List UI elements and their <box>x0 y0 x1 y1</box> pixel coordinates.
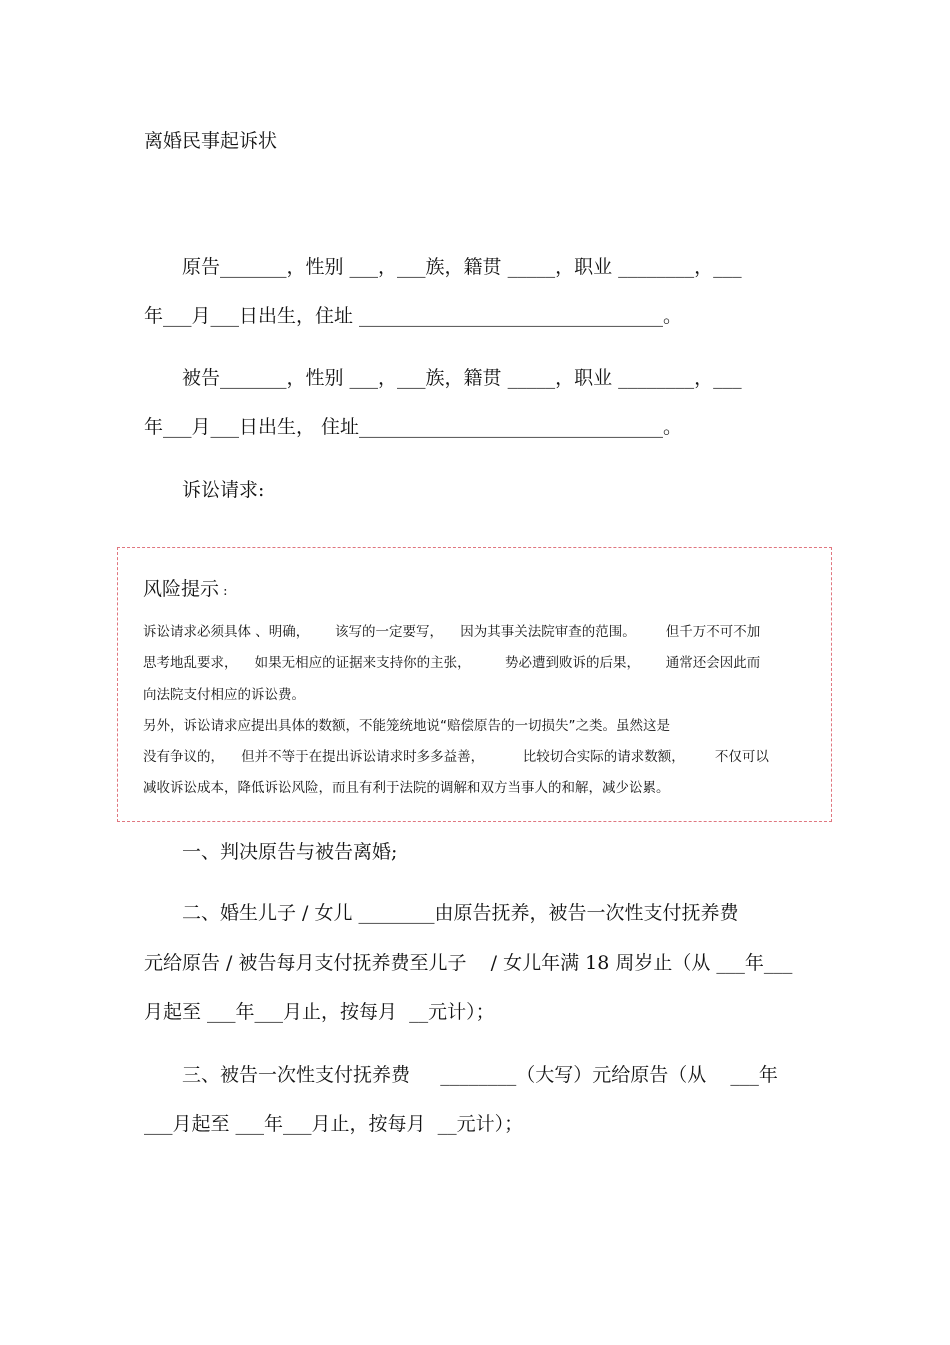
risk-notice-line: 没有争议的， 但并不等于在提出诉讼请求时多多益善， 比较切合实际的请求数额， 不仅可以 <box>143 749 769 765</box>
claims-heading: 诉讼请求: <box>182 479 265 501</box>
claim-item-3-line-1: 三、被告一次性支付抚养费 ________（大写）元给原告（从 ___年 <box>182 1064 778 1086</box>
risk-notice-line: 诉讼请求必须具体 、明确， 该写的一定要写， 因为其事关法院审查的范围。 但千万不可不加 <box>143 624 761 640</box>
document-title: 离婚民事起诉状 <box>144 130 278 152</box>
claim-item-2-line-3: 月起至 ___年___月止，按每月 __元计）； <box>144 1001 495 1023</box>
claim-item-1: 一、判决原告与被告离婚; <box>182 841 398 863</box>
risk-notice-title <box>143 577 228 604</box>
defendant-info-line-2: 年___月___日出生， 住址________________________________。 <box>144 416 683 438</box>
claim-item-2-line-2: 元给原告 / 被告每月支付抚养费至儿子 / 女儿年满 18 周岁止（从 ___年___ <box>144 952 793 974</box>
defendant-info-line-1: 被告_______，性别 ___，___族，籍贯 _____，职业 ________，___ <box>182 367 742 389</box>
risk-notice-line: 思考地乱要求， 如果无相应的证据来支持你的主张， 势必遭到败诉的后果， 通常还会因此而 <box>143 655 761 671</box>
claim-item-2-line-1: 二、婚生儿子 / 女儿 ________由原告抚养，被告一次性支付抚养费 <box>182 902 739 924</box>
claim-item-3-line-2: ___月起至 ___年___月止，按每月 __元计）； <box>144 1113 524 1135</box>
risk-notice-title-colon: : <box>219 584 228 599</box>
plaintiff-info-line-2: 年___月___日出生，住址 ________________________________。 <box>144 305 683 327</box>
risk-notice-title-text: 风险提示 <box>143 578 220 600</box>
plaintiff-info-line-1: 原告_______，性别 ___，___族，籍贯 _____，职业 ________，___ <box>182 256 742 278</box>
risk-notice-line: 另外，诉讼请求应提出具体的数额，不能笼统地说“赔偿原告的一切损失”之类。虽然这是 <box>143 718 670 734</box>
risk-notice-line: 向法院支付相应的诉讼费。 <box>143 687 305 703</box>
risk-notice-line: 减收诉讼成本，降低诉讼风险，而且有利于法院的调解和双方当事人的和解，减少讼累。 <box>143 780 670 796</box>
